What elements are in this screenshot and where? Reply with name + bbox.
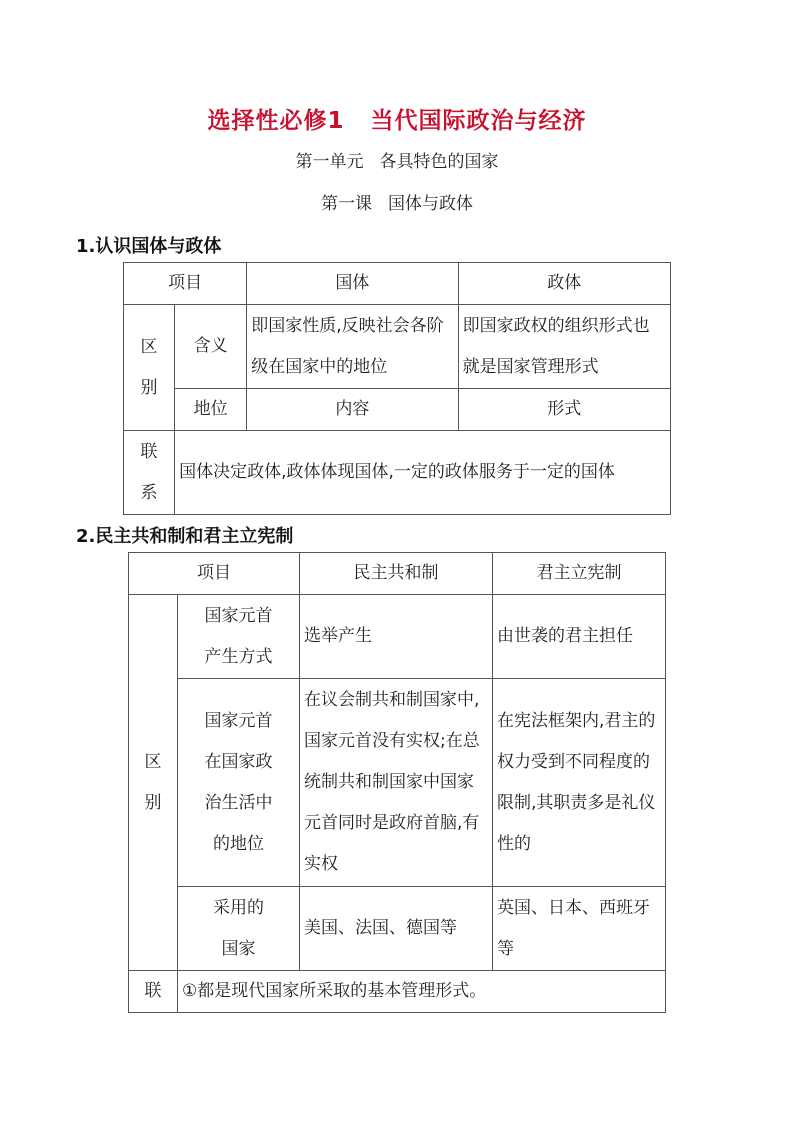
header-state-nature: 国体 [247, 263, 458, 305]
unit-heading [0, 147, 794, 172]
document-title [0, 102, 794, 135]
difference-label: 区 别 [129, 595, 178, 971]
meaning-form-of-government: 即国家政权的组织形式也就是国家管理形式 [458, 305, 670, 389]
countries-monarchy: 英国、日本、西班牙等 [493, 887, 666, 971]
title-subject: 当代国际政治与经济 [370, 108, 587, 134]
row-countries-label: 采用的国家 [178, 887, 300, 971]
unit-number: 第一单元 [295, 152, 364, 172]
countries-republic: 美国、法国、德国等 [300, 887, 493, 971]
lesson-number: 第一课 [321, 194, 372, 214]
republic-monarchy-table [128, 552, 666, 1013]
header-constitutional-monarchy: 君主立宪制 [493, 553, 666, 595]
unit-name: 各具特色的国家 [379, 152, 499, 172]
head-status-republic: 在议会制共和制国家中,国家元首没有实权;在总统制共和制国家中国家元首同时是政府首脑,有实权 [300, 679, 493, 887]
lesson-name: 国体与政体 [388, 194, 473, 214]
relation-label: 联 系 [124, 431, 175, 515]
row-status-label: 地位 [175, 389, 247, 431]
section2-heading: 2.民主共和制和君主立宪制 [76, 526, 294, 547]
row-meaning-label: 含义 [175, 305, 247, 389]
status-form-of-government: 形式 [458, 389, 670, 431]
row-head-status-label: 国家元首在国家政治生活中的地位 [178, 679, 300, 887]
row-head-selection-label: 国家元首产生方式 [178, 595, 300, 679]
header-form-of-government: 政体 [458, 263, 670, 305]
lesson-heading [0, 189, 794, 214]
head-selection-monarchy: 由世袭的君主担任 [493, 595, 666, 679]
title-book: 选择性必修1 [207, 108, 345, 134]
head-selection-republic: 选举产生 [300, 595, 493, 679]
status-state-nature: 内容 [247, 389, 458, 431]
meaning-state-nature: 即国家性质,反映社会各阶级在国家中的地位 [247, 305, 458, 389]
difference-label: 区 别 [124, 305, 175, 431]
section1-heading: 1.认识国体与政体 [76, 236, 222, 257]
header-item: 项目 [124, 263, 247, 305]
header-democratic-republic: 民主共和制 [300, 553, 493, 595]
relation-text: ①都是现代国家所采取的基本管理形式。 [178, 971, 666, 1013]
relation-label: 联 [129, 971, 178, 1013]
relation-text: 国体决定政体,政体体现国体,一定的政体服务于一定的国体 [175, 431, 671, 515]
header-item: 项目 [129, 553, 300, 595]
head-status-monarchy: 在宪法框架内,君主的权力受到不同程度的限制,其职责多是礼仪性的 [493, 679, 666, 887]
state-system-table [123, 262, 671, 515]
